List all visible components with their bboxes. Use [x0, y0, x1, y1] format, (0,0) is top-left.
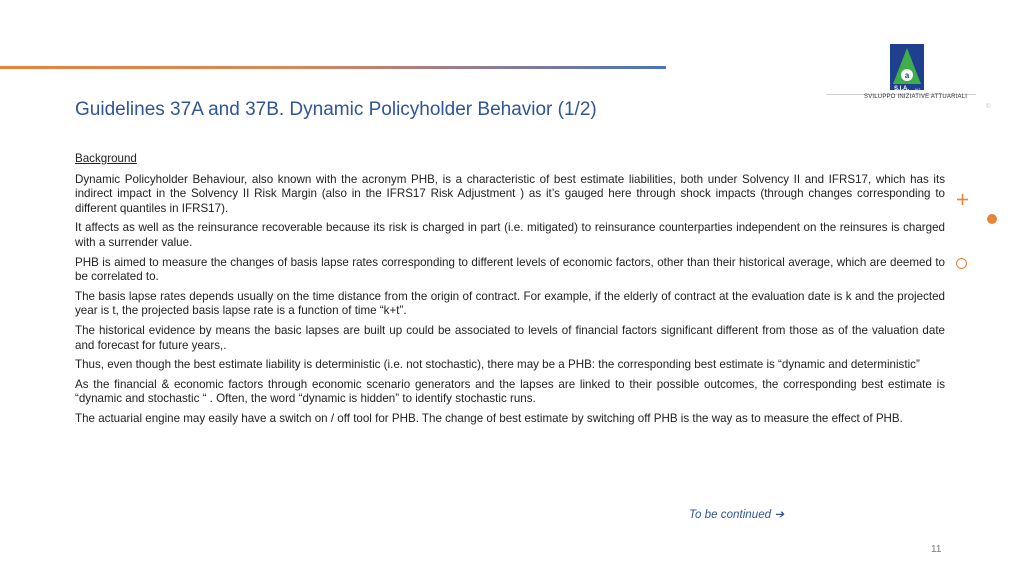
ring-decoration-icon: [956, 258, 967, 269]
logo-suffix: s.r.l.: [915, 87, 921, 91]
plus-decoration-icon: [955, 192, 970, 207]
section-heading: Background: [75, 152, 137, 165]
dot-decoration-icon: [987, 214, 997, 224]
paragraph: It affects as well as the reinsurance recoverable because its risk is charged in part (i.e. mitigated) to reinsurance counterparties independent on the reinsures is charged with a surrender value.: [75, 221, 945, 249]
slide-body: [75, 152, 945, 432]
paragraph: PHB is aimed to measure the changes of basis lapse rates corresponding to different levels of economic factors, other than their historical average, which are deemed to be correlated to.: [75, 255, 945, 284]
logo-text: S.I.A.: [894, 86, 910, 92]
paragraph: Thus, even though the best estimate liability is deterministic (i.e. not stochastic), there may be a PHB: the corresponding best estimate is “dynamic and deterministic”: [75, 358, 920, 372]
page-number: 11: [931, 544, 942, 555]
logo-caption: SVILUPPO INIZIATIVE ATTUARIALI: [864, 94, 968, 100]
continue-label: To be continued: [689, 508, 772, 521]
slide-title: Guidelines 37A and 37B. Dynamic Policyholder Behavior (1/2): [75, 99, 597, 120]
continue-link[interactable]: [689, 507, 784, 521]
paragraph: As the financial & economic factors through economic scenario generators and the lapses are linked to their possible outcomes, the corresponding best estimate is “dynamic and stochastic “ . Often, the word “dynamic is hidden” to identify stochastic runs.: [75, 377, 945, 406]
paragraph: Dynamic Policyholder Behaviour, also known with the acronym PHB, is a characteristic of best estimate liabilities, both under Solvency II and IFRS17, which has its indirect impact in the Solvency II Risk Margin (also in the IFRS17 Risk Adjustment ) as it’s gauged here through shock impacts (through changes corresponding to different quantiles in IFRS17).: [75, 172, 945, 215]
paragraph: The historical evidence by means the basic lapses are built up could be associated to levels of financial factors significant different from those as of the valuation date and forecast for future years,.: [75, 323, 945, 352]
svg-text:a: a: [904, 71, 910, 80]
logo-mark: ©: [986, 104, 991, 110]
header-accent-line: [0, 66, 666, 69]
arrow-right-icon: ➔: [774, 508, 785, 521]
paragraph: The basis lapse rates depends usually on the time distance from the origin of contract. For example, if the elderly of contract at the evaluation date is k and the projected year is t, the projected basis lapse rate is a function of time “k+t”.: [75, 289, 945, 318]
paragraph: The actuarial engine may easily have a switch on / off tool for PHB. The change of best estimate by switching off PHB is the way as to measure the effect of PHB.: [75, 411, 903, 425]
